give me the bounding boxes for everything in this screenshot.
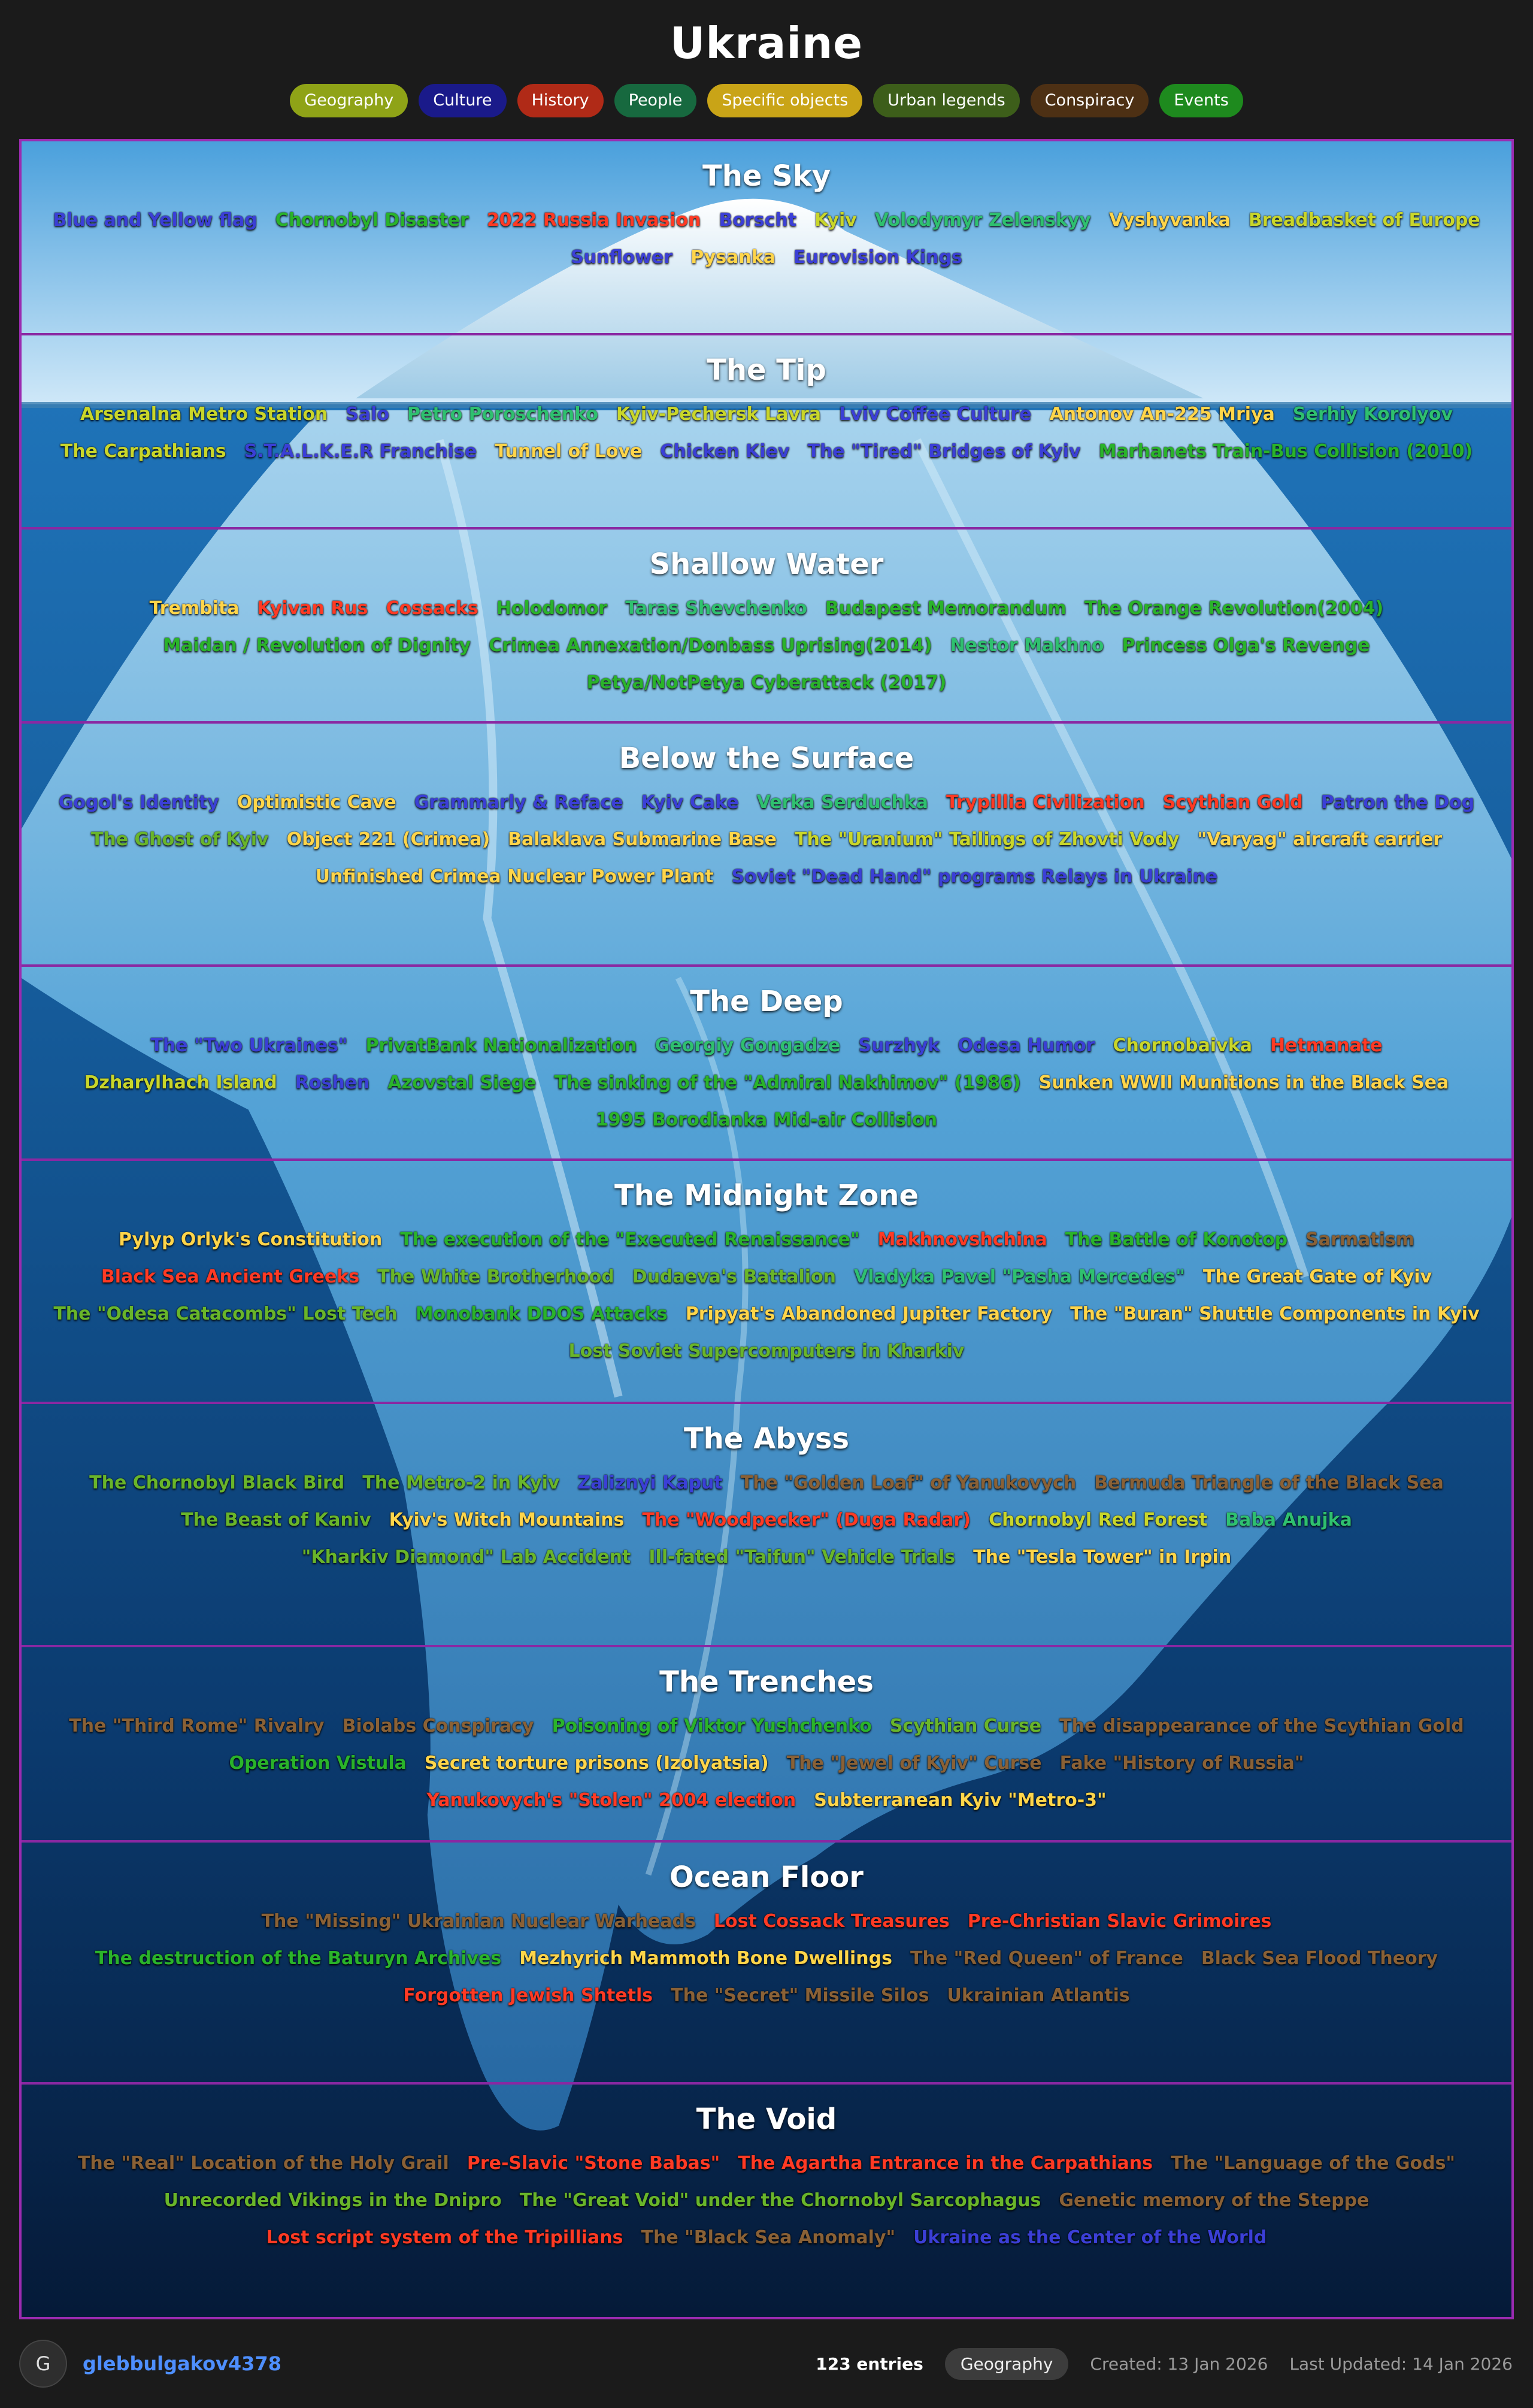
iceberg-entry[interactable]: The Chornobyl Black Bird bbox=[89, 1472, 345, 1493]
iceberg-entry[interactable]: Secret torture prisons (Izolyatsia) bbox=[424, 1753, 769, 1774]
iceberg-entry[interactable]: The Battle of Konotop bbox=[1065, 1229, 1288, 1250]
tier-title: Shallow Water bbox=[649, 547, 884, 581]
iceberg-entry[interactable]: Petro Poroschenko bbox=[407, 404, 599, 425]
category-legend bbox=[0, 84, 1533, 117]
updated-date: Last Updated: 14 Jan 2026 bbox=[1289, 2353, 1513, 2374]
tier-section bbox=[22, 967, 1511, 1161]
iceberg-entry[interactable]: Taras Shevchenko bbox=[625, 598, 807, 619]
tier-section bbox=[22, 530, 1511, 724]
iceberg-entry[interactable]: Unrecorded Vikings in the Dnipro bbox=[163, 2190, 502, 2211]
iceberg-entry[interactable]: The "Uranium" Tailings of Zhovti Vody bbox=[795, 829, 1180, 850]
iceberg-entry[interactable]: Dzharylhach Island bbox=[84, 1072, 277, 1093]
avatar[interactable]: G bbox=[19, 2340, 67, 2388]
tier-title: Below the Surface bbox=[619, 742, 914, 775]
iceberg-entry[interactable]: Zaliznyi Kaput bbox=[577, 1472, 723, 1493]
page-footer bbox=[0, 2319, 1533, 2408]
iceberg-entry[interactable]: Lviv Coffee Culture bbox=[839, 404, 1032, 425]
iceberg-entry[interactable]: Chornobaivka bbox=[1113, 1035, 1252, 1056]
iceberg-entry[interactable]: Maidan / Revolution of Dignity bbox=[163, 635, 471, 656]
iceberg-entry[interactable]: Baba Anujka bbox=[1225, 1509, 1352, 1530]
tier-section bbox=[22, 724, 1511, 967]
iceberg-entry[interactable]: The Agartha Entrance in the Carpathians bbox=[738, 2153, 1153, 2174]
iceberg-entry[interactable]: The disappearance of the Scythian Gold bbox=[1059, 1716, 1464, 1737]
iceberg-entry[interactable]: Odesa Humor bbox=[958, 1035, 1095, 1056]
tier-title: The Sky bbox=[702, 159, 831, 193]
iceberg-entry[interactable]: Arsenalna Metro Station bbox=[80, 404, 328, 425]
iceberg-entry[interactable]: Pre-Christian Slavic Grimoires bbox=[967, 1911, 1272, 1932]
tier-title: Ocean Floor bbox=[669, 1861, 864, 1894]
iceberg-entry[interactable]: Genetic memory of the Steppe bbox=[1059, 2190, 1370, 2211]
iceberg-entry[interactable]: Chornobyl Disaster bbox=[275, 210, 469, 231]
iceberg-entry[interactable]: The White Brotherhood bbox=[377, 1266, 614, 1287]
iceberg-entry[interactable]: Verka Serduchka bbox=[756, 792, 928, 813]
tier-entries bbox=[22, 581, 1511, 695]
iceberg-entry[interactable]: Volodymyr Zelenskyy bbox=[874, 210, 1091, 231]
tier-entries bbox=[22, 1212, 1511, 1363]
iceberg-entry[interactable]: Fake "History of Russia" bbox=[1059, 1753, 1304, 1774]
entry-count: 123 entries bbox=[816, 2353, 923, 2374]
iceberg-entry[interactable]: Tunnel of Love bbox=[495, 441, 643, 462]
iceberg-entry[interactable]: Kyivan Rus bbox=[257, 598, 368, 619]
iceberg-entry[interactable]: Chornobyl Red Forest bbox=[989, 1509, 1208, 1530]
iceberg-entry[interactable]: Nestor Makhno bbox=[950, 635, 1104, 656]
iceberg-entry[interactable]: Kyiv bbox=[814, 210, 857, 231]
iceberg-entry[interactable]: The "Odesa Catacombs" Lost Tech bbox=[53, 1303, 398, 1324]
iceberg-entry[interactable]: Kyiv Cake bbox=[641, 792, 739, 813]
iceberg-entry[interactable]: Object 221 (Crimea) bbox=[286, 829, 490, 850]
iceberg-entry[interactable]: Unfinished Crimea Nuclear Power Plant bbox=[315, 866, 714, 887]
tier-entries bbox=[22, 1456, 1511, 1569]
iceberg-entry[interactable]: The "Language of the Gods" bbox=[1170, 2153, 1456, 2174]
category-chip[interactable]: People bbox=[614, 84, 697, 117]
tier-entries bbox=[22, 1699, 1511, 1813]
iceberg-entry[interactable]: Patron the Dog bbox=[1320, 792, 1475, 813]
iceberg-entry[interactable]: Blue and Yellow flag bbox=[53, 210, 257, 231]
iceberg-entry[interactable]: Eurovision Kings bbox=[793, 247, 962, 268]
tier-entries bbox=[22, 1894, 1511, 2008]
iceberg-entry[interactable]: Pre-Slavic "Stone Babas" bbox=[466, 2153, 720, 2174]
iceberg-entry[interactable]: The Metro-2 in Kyiv bbox=[362, 1472, 560, 1493]
iceberg-entry[interactable]: Salo bbox=[346, 404, 390, 425]
iceberg-entry[interactable]: Grammarly & Reface bbox=[414, 792, 623, 813]
iceberg-entry[interactable]: Pylyp Orlyk's Constitution bbox=[119, 1229, 383, 1250]
iceberg-entry[interactable]: Cossacks bbox=[386, 598, 478, 619]
iceberg-entry[interactable]: The "Missing" Ukrainian Nuclear Warheads bbox=[261, 1911, 696, 1932]
iceberg-chart bbox=[19, 139, 1514, 2319]
category-chip[interactable]: Conspiracy bbox=[1031, 84, 1149, 117]
iceberg-entry[interactable]: Gogol's Identity bbox=[58, 792, 219, 813]
iceberg-entry[interactable]: 1995 Borodianka Mid-air Collision bbox=[595, 1109, 938, 1130]
iceberg-entry[interactable]: Lost Soviet Supercomputers in Kharkiv bbox=[568, 1341, 965, 1362]
iceberg-entry[interactable]: Black Sea Flood Theory bbox=[1201, 1948, 1438, 1969]
tier-title: The Midnight Zone bbox=[614, 1179, 919, 1212]
category-chip[interactable]: Urban legends bbox=[873, 84, 1019, 117]
iceberg-entry[interactable]: Ukrainian Atlantis bbox=[947, 1985, 1130, 2006]
category-chip[interactable]: Specific objects bbox=[707, 84, 862, 117]
tier-entries bbox=[22, 1018, 1511, 1132]
tier-section bbox=[22, 335, 1511, 530]
iceberg-entry[interactable]: Monobank DDOS Attacks bbox=[415, 1303, 668, 1324]
tier-entries bbox=[22, 2136, 1511, 2250]
iceberg-entry[interactable]: The "Tired" Bridges of Kyiv bbox=[807, 441, 1081, 462]
iceberg-entry[interactable]: The "Two Ukraines" bbox=[150, 1035, 348, 1056]
tier-entries bbox=[22, 193, 1511, 270]
iceberg-entry[interactable]: Yanukovych's "Stolen" 2004 election bbox=[426, 1790, 796, 1811]
iceberg-entry[interactable]: The "Third Rome" Rivalry bbox=[69, 1716, 325, 1737]
iceberg-entry[interactable]: Forgotten Jewish Shtetls bbox=[403, 1985, 653, 2006]
footer-meta bbox=[816, 2348, 1513, 2380]
iceberg-entry[interactable]: Mezhyrich Mammoth Bone Dwellings bbox=[519, 1948, 892, 1969]
iceberg-entry[interactable]: Crimea Annexation/Donbass Uprising(2014) bbox=[489, 635, 932, 656]
iceberg-entry[interactable]: The "Tesla Tower" in Irpin bbox=[973, 1547, 1232, 1568]
iceberg-entry[interactable]: Georgiy Gongadze bbox=[655, 1035, 841, 1056]
iceberg-entry[interactable]: Sarmatism bbox=[1305, 1229, 1414, 1250]
iceberg-entry[interactable]: Chicken Kiev bbox=[660, 441, 790, 462]
iceberg-entry[interactable]: "Kharkiv Diamond" Lab Accident bbox=[301, 1547, 631, 1568]
iceberg-entry[interactable]: Breadbasket of Europe bbox=[1248, 210, 1480, 231]
iceberg-entry[interactable]: Surzhyk bbox=[858, 1035, 940, 1056]
iceberg-entry[interactable]: The "Great Void" under the Chornobyl Sarcophagus bbox=[519, 2190, 1041, 2211]
iceberg-entry[interactable]: The Great Gate of Kyiv bbox=[1202, 1266, 1432, 1287]
iceberg-entry[interactable]: Budapest Memorandum bbox=[825, 598, 1067, 619]
iceberg-entry[interactable]: The "Black Sea Anomaly" bbox=[641, 2227, 896, 2248]
iceberg-entry[interactable]: Lost script system of the Tripillians bbox=[266, 2227, 623, 2248]
iceberg-entry[interactable]: Hetmanate bbox=[1270, 1035, 1383, 1056]
tier-entries bbox=[22, 387, 1511, 464]
iceberg-entry[interactable]: Marhanets Train-Bus Collision (2010) bbox=[1098, 441, 1473, 462]
iceberg-entry[interactable]: Kyiv's Witch Mountains bbox=[389, 1509, 625, 1530]
iceberg-entry[interactable]: Sunflower bbox=[571, 247, 673, 268]
category-chip[interactable]: Events bbox=[1159, 84, 1243, 117]
category-chip[interactable]: Geography bbox=[290, 84, 408, 117]
iceberg-entry[interactable]: Biolabs Conspiracy bbox=[342, 1716, 534, 1737]
tier-entries bbox=[22, 775, 1511, 889]
iceberg-entry[interactable]: Dudaeva's Battalion bbox=[632, 1266, 836, 1287]
category-chip[interactable]: Culture bbox=[419, 84, 506, 117]
iceberg-entry[interactable]: The "Woodpecker" (Duga Radar) bbox=[642, 1509, 971, 1530]
iceberg-entry[interactable]: The Ghost of Kyiv bbox=[90, 829, 269, 850]
iceberg-entry[interactable]: Vyshyvanka bbox=[1108, 210, 1231, 231]
tier-section bbox=[22, 1843, 1511, 2085]
iceberg-entry[interactable]: Bermuda Triangle of the Black Sea bbox=[1094, 1472, 1444, 1493]
iceberg-entry[interactable]: The sinking of the "Admiral Nakhimov" (1986) bbox=[554, 1072, 1021, 1093]
iceberg-entry[interactable]: Petya/NotPetya Cyberattack (2017) bbox=[586, 672, 947, 693]
iceberg-entry[interactable]: Kyiv-Pechersk Lavra bbox=[616, 404, 822, 425]
tier-title: The Tip bbox=[707, 353, 826, 387]
iceberg-entry[interactable]: Azovstal Siege bbox=[387, 1072, 537, 1093]
iceberg-entry[interactable]: Pysanka bbox=[690, 247, 775, 268]
tier-section bbox=[22, 1647, 1511, 1843]
tier-title: The Abyss bbox=[683, 1422, 850, 1456]
tier-title: The Deep bbox=[690, 985, 843, 1018]
iceberg-entry[interactable]: Trembita bbox=[149, 598, 240, 619]
iceberg-entry[interactable]: S.T.A.L.K.E.R Franchise bbox=[244, 441, 477, 462]
page-title: Ukraine bbox=[669, 18, 864, 68]
iceberg-entry[interactable]: The "Jewel of Kyiv" Curse bbox=[786, 1753, 1042, 1774]
iceberg-entry[interactable]: The "Real" Location of the Holy Grail bbox=[77, 2153, 449, 2174]
iceberg-entry[interactable]: Operation Vistula bbox=[229, 1753, 407, 1774]
iceberg-entry[interactable]: The Beast of Kaniv bbox=[181, 1509, 371, 1530]
iceberg-entry[interactable]: Lost Cossack Treasures bbox=[713, 1911, 950, 1932]
iceberg-entry[interactable]: The "Secret" Missile Silos bbox=[671, 1985, 929, 2006]
category-chip[interactable]: History bbox=[517, 84, 604, 117]
iceberg-entry[interactable]: Poisoning of Viktor Yushchenko bbox=[552, 1716, 872, 1737]
tier-section bbox=[22, 1161, 1511, 1404]
iceberg-entry[interactable]: Roshen bbox=[295, 1072, 370, 1093]
iceberg-entry[interactable]: Princess Olga's Revenge bbox=[1122, 635, 1370, 656]
iceberg-entry[interactable]: Makhnovshchina bbox=[877, 1229, 1047, 1250]
iceberg-entry[interactable]: The "Red Queen" of France bbox=[910, 1948, 1183, 1969]
iceberg-entry[interactable]: Black Sea Ancient Greeks bbox=[101, 1266, 360, 1287]
iceberg-entry[interactable]: Scythian Gold bbox=[1162, 792, 1303, 813]
iceberg-entry[interactable]: Sunken WWII Munitions in the Black Sea bbox=[1038, 1072, 1449, 1093]
iceberg-entry[interactable]: Vladyka Pavel "Pasha Mercedes" bbox=[853, 1266, 1185, 1287]
iceberg-entry[interactable]: Scythian Curse bbox=[889, 1716, 1042, 1737]
iceberg-entry[interactable]: Optimistic Cave bbox=[237, 792, 396, 813]
iceberg-entry[interactable]: The Carpathians bbox=[60, 441, 226, 462]
iceberg-entry[interactable]: Subterranean Kyiv "Metro-3" bbox=[814, 1790, 1107, 1811]
created-date: Created: 13 Jan 2026 bbox=[1090, 2353, 1268, 2374]
iceberg-entry[interactable]: Balaklava Submarine Base bbox=[508, 829, 777, 850]
iceberg-entry[interactable]: Serhiy Korolyov bbox=[1292, 404, 1453, 425]
iceberg-entry[interactable]: Pripyat's Abandoned Jupiter Factory bbox=[685, 1303, 1053, 1324]
iceberg-entry[interactable]: The destruction of the Baturyn Archives bbox=[95, 1948, 502, 1969]
iceberg-entry[interactable]: The Orange Revolution(2004) bbox=[1084, 598, 1384, 619]
iceberg-entry[interactable]: Ill-fated "Taifun" Vehicle Trials bbox=[649, 1547, 956, 1568]
iceberg-entry[interactable]: Soviet "Dead Hand" programs Relays in Ukraine bbox=[731, 866, 1218, 887]
tier-title: The Void bbox=[696, 2103, 837, 2136]
iceberg-entry[interactable]: The "Buran" Shuttle Components in Kyiv bbox=[1070, 1303, 1480, 1324]
page-header bbox=[0, 0, 1533, 139]
tier-section bbox=[22, 2085, 1511, 2319]
iceberg-entry[interactable]: Borscht bbox=[719, 210, 797, 231]
iceberg-entry[interactable]: Ukraine as the Center of the World bbox=[913, 2227, 1267, 2248]
username-link[interactable]: glebbulgakov4378 bbox=[83, 2352, 281, 2375]
iceberg-entry[interactable]: 2022 Russia Invasion bbox=[486, 210, 701, 231]
tier-title: The Trenches bbox=[659, 1665, 874, 1699]
iceberg-entry[interactable]: The execution of the "Executed Renaissance" bbox=[400, 1229, 860, 1250]
iceberg-entry[interactable]: "Varyag" aircraft carrier bbox=[1197, 829, 1443, 850]
iceberg-entry[interactable]: Holodomor bbox=[496, 598, 608, 619]
iceberg-entry[interactable]: Antonov An-225 Mriya bbox=[1049, 404, 1275, 425]
tier-section bbox=[22, 1404, 1511, 1647]
iceberg-entry[interactable]: PrivatBank Nationalization bbox=[365, 1035, 637, 1056]
tier-section bbox=[22, 141, 1511, 335]
iceberg-entry[interactable]: Trypillia Civilization bbox=[946, 792, 1145, 813]
category-tag[interactable]: Geography bbox=[945, 2348, 1069, 2380]
iceberg-entry[interactable]: The "Golden Loaf" of Yanukovych bbox=[740, 1472, 1077, 1493]
